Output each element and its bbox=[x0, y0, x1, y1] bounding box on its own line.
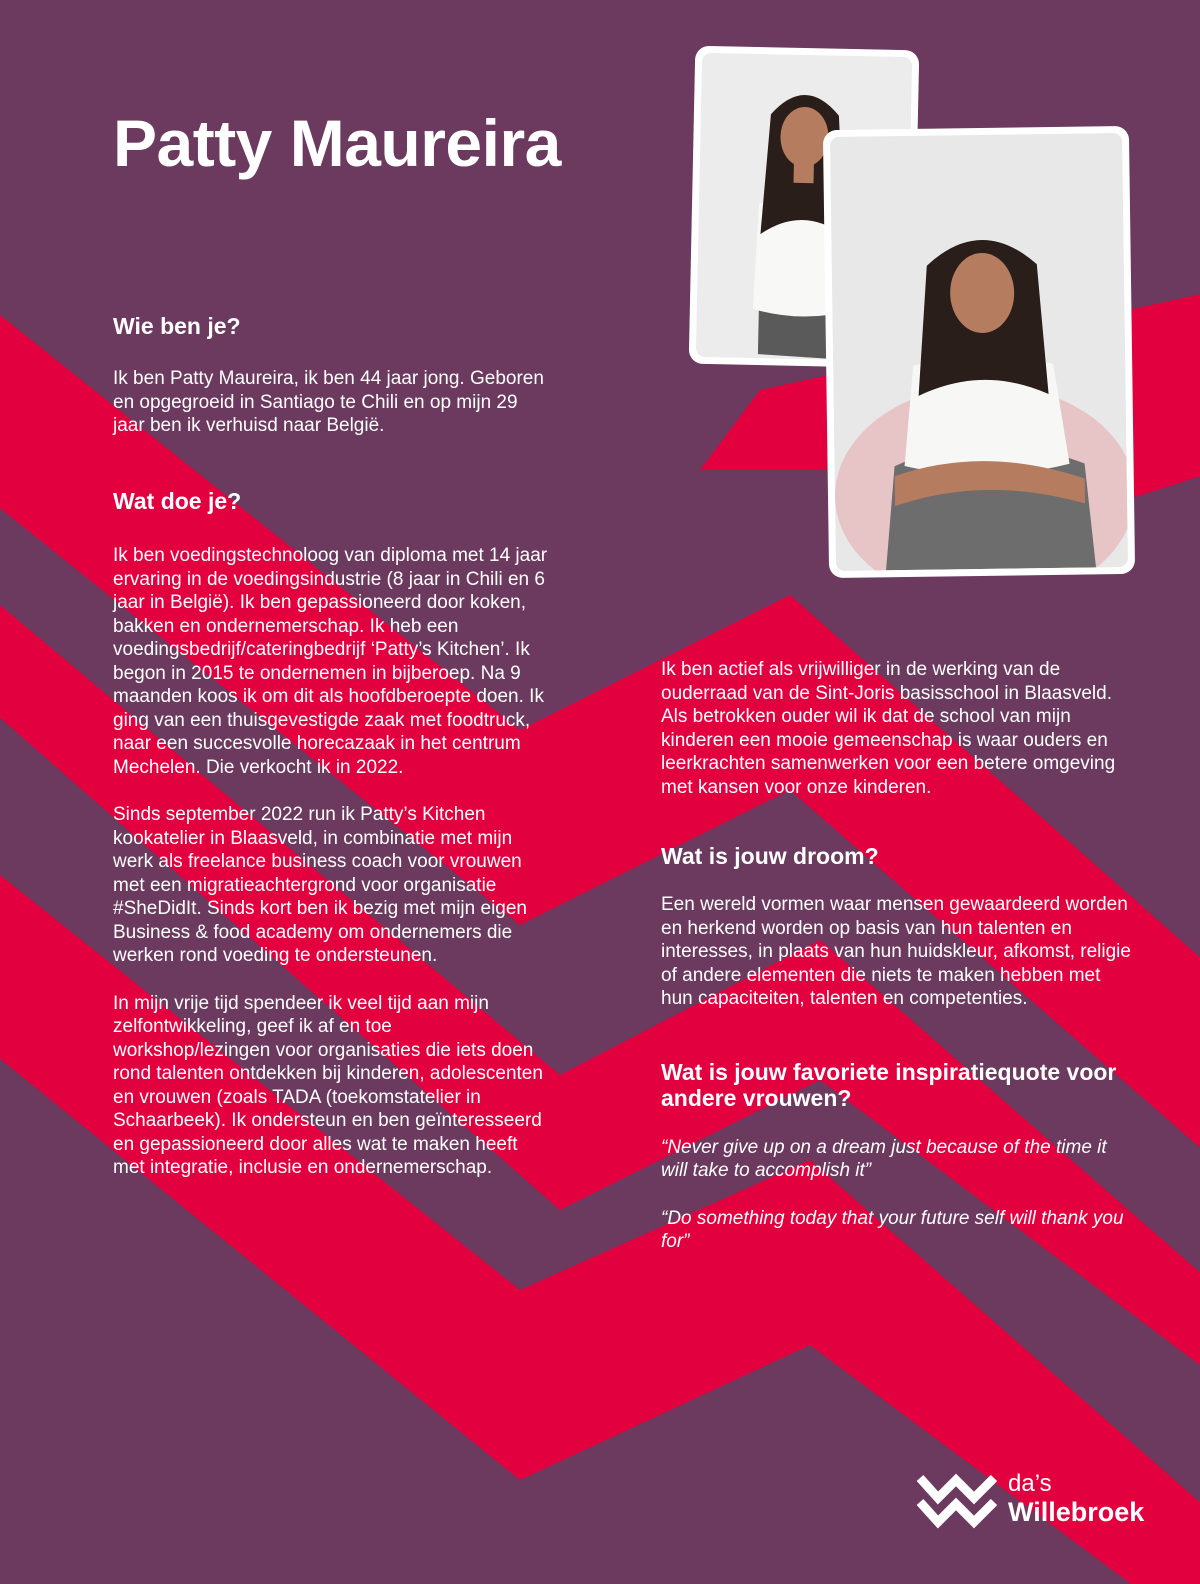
heading-who-are-you: Wie ben je? bbox=[113, 313, 241, 339]
work-paragraph-1: Ik ben voedingstechnoloog van diploma met 14 jaar ervaring in de voedingsindustrie (8 jaar in Chili en 6 jaar in België). Ik ben gepassioneerd door koken, bakken en ondernemerschap. Ik heb een voedingsbedrijf/cateringbedrijf ‘Patty’s Kitchen’. Ik begon in 2015 te ondernemen in bijberoep. Na 9 maanden koos ik om dit als hoofdberoepte doen. Ik ging van een thuisgevestigde zaak met foodtruck, naar een succesvolle horecazaak in het centrum Mechelen. Die verkocht ik in 2022. bbox=[113, 545, 548, 778]
work-paragraph-2: Sinds september 2022 run ik Patty’s Kitchen kookatelier in Blaasveld, in combinatie met mijn werk als freelance business coach voor vrouwen met een migratieachtergrond voor organisatie #SheDidIt. Sinds kort ben ik bezig met mijn eigen Business & food academy om ondernemers die werken rond voeding te ondersteunen. bbox=[113, 804, 527, 967]
heading-dream: Wat is jouw droom? bbox=[661, 843, 879, 869]
logo-text-line2: Willebroek bbox=[1008, 1497, 1145, 1527]
heading-what-do-you-do: Wat doe je? bbox=[113, 487, 242, 514]
quote-1: “Never give up on a dream just because of the time it will take to accomplish it” bbox=[661, 1136, 1107, 1182]
left-column bbox=[113, 313, 553, 1180]
das-willebroek-logo bbox=[916, 1468, 1166, 1540]
page-title: Patty Maureira bbox=[113, 106, 561, 180]
intro-paragraph: Ik ben Patty Maureira, ik ben 44 jaar jong. Geboren en opgegroeid in Santiago te Chili en op mijn 29 jaar ben ik verhuisd naar België. bbox=[113, 368, 544, 437]
work-paragraph-3: In mijn vrije tijd spendeer ik veel tijd aan mijn zelfontwikkeling, geef ik af en toe workshop/lezingen voor organisaties die iets doen rond talenten ontdekken bij kinderen, adolescenten en vrouwen (zoals TADA (toekomstatelier in Schaarbeek). Ik ondersteun en ben geïnteresseerd en gepassioneerd door alles wat te maken heeft met integratie, inclusie en ondernemerschap. bbox=[113, 992, 543, 1179]
quote-2: “Do something today that your future self will thank you for” bbox=[661, 1207, 1124, 1253]
dream-paragraph: Een wereld vormen waar mensen gewaardeerd worden en herkend worden op basis van hun talenten en interesses, in plaats van hun huidskleur, afkomst, religie of andere elementen die niets te maken hebben met hun capaciteiten, talenten en competenties. bbox=[661, 894, 1131, 1010]
portrait-photo-seated bbox=[823, 126, 1135, 578]
right-column bbox=[661, 658, 1131, 1254]
volunteer-paragraph: Ik ben actief als vrijwilliger in de werking van de ouderraad van de Sint-Joris basisschool in Blaasveld. Als betrokken ouder wil ik dat de school van mijn kinderen een mooie gemeenschap is waar ouders en leerkrachten samenwerken voor een betere omgeving met kansen voor onze kinderen. bbox=[661, 659, 1116, 798]
person-seated-image bbox=[830, 133, 1128, 571]
willebroek-w-icon bbox=[916, 1468, 1002, 1532]
heading-favorite-quote: Wat is jouw favoriete inspiratiequote voor andere vrouwen? bbox=[661, 1058, 1117, 1112]
logo-text-line1: da’s bbox=[1008, 1470, 1052, 1497]
